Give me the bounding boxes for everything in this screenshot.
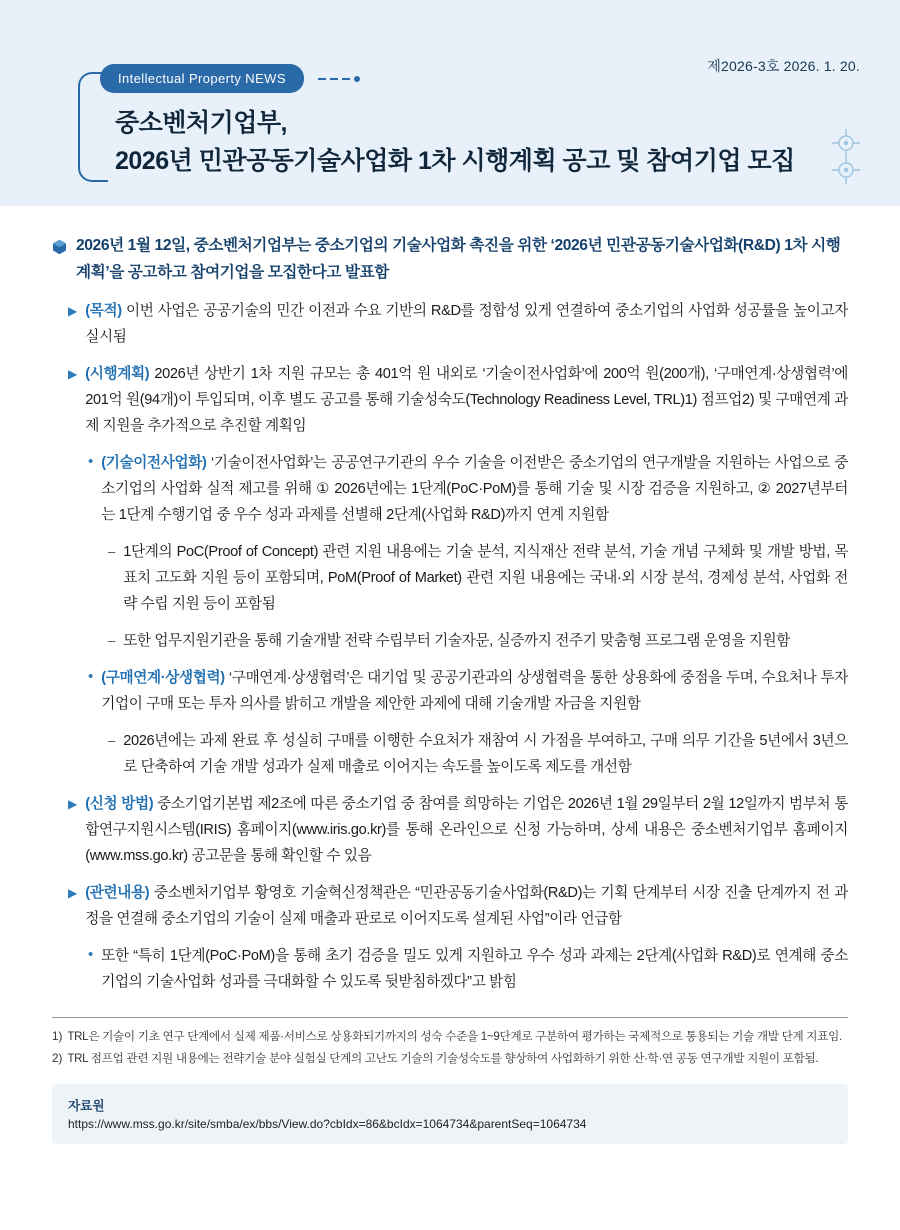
source-url[interactable]: https://www.mss.go.kr/site/smba/ex/bbs/View.do?cbIdx=86&bcIdx=1064734&parentSeq=1064734: [68, 1117, 587, 1131]
list-item-text: [85, 791, 848, 869]
lead-text: 2026년 1월 12일, 중소벤처기업부는 중소기업의 기술사업화 촉진을 위한 ‘2026년 민관공동기술사업화(R&D) 1차 시행계획’을 공고하고 참여기업을 모집한다고 발표함: [76, 237, 841, 281]
dot-bullet-icon: •: [88, 946, 94, 963]
triangle-bullet-icon: ▶: [68, 797, 78, 811]
list-item-text: [101, 450, 848, 528]
item-label: (기술이전사업화): [101, 455, 207, 471]
list-item: [68, 791, 848, 869]
dot-bullet-icon: •: [88, 453, 94, 470]
dotted-line-decoration: [318, 78, 362, 80]
footnote-number: 1): [52, 1030, 63, 1043]
page-title: [115, 104, 815, 180]
issue-number: 제2026-3호 2026. 1. 20.: [707, 58, 860, 74]
list-item: [88, 450, 848, 528]
dot-bullet-icon: •: [88, 668, 94, 685]
dash-bullet-icon: –: [108, 733, 116, 748]
list-item: [108, 728, 848, 780]
list-item: [108, 539, 848, 617]
list-item-text: [85, 361, 848, 439]
footnote-text: TRL은 기술이 기초 연구 단계에서 실제 제품·서비스로 상용화되기까지의 성숙 수준을 1~9단계로 구분하여 평가하는 국제적으로 통용되는 기술 개발 단계 지표임.: [67, 1030, 842, 1043]
list-item: [88, 943, 848, 995]
triangle-bullet-icon: ▶: [68, 886, 78, 900]
footnotes: [52, 1017, 848, 1068]
hexagon-bullet-icon: [52, 237, 67, 264]
list-item: [68, 361, 848, 439]
page-header: [0, 0, 900, 206]
item-label: (시행계획): [85, 366, 150, 382]
news-badge: Intellectual Property NEWS: [100, 64, 304, 93]
item-label: (관련내용): [85, 885, 150, 901]
list-item: [68, 880, 848, 932]
item-body: ‘기술이전사업화’는 공공연구기관의 우수 기술을 이전받은 중소기업의 연구개발을 지원하는 사업으로 중소기업의 사업화 실적 제고를 위해 ① 2026년에는 1단계(PoC·PoM)를 통해 기술 및 시장 검증을 지원하고, ② 2027년부터는 1단계 수행기업 중 우수 성과 과제를 선별해 2단계(사업화 R&D)까지 연계 지원함: [101, 455, 848, 523]
footnote-text: TRL 점프업 관련 지원 내용에는 전략기술 분야 실험실 단계의 고난도 기술의 기술성숙도를 향상하여 사업화하기 위한 산·학·연 공동 연구개발 지원이 포함됨.: [67, 1052, 819, 1065]
list-item-text: [101, 665, 848, 717]
list-item-text: 또한 업무지원기관을 통해 기술개발 전략 수립부터 기술자문, 실증까지 전주기 맞춤형 프로그램 운영을 지원함: [123, 633, 791, 649]
list-item-text: [85, 298, 848, 350]
item-body: 중소벤처기업부 황영호 기술혁신정책관은 “민관공동기술사업화(R&D)는 기획 단계부터 시장 진출 단계까지 전 과정을 연결해 중소기업의 기술이 실제 매출과 판로로 이어지도록 설계된 사업”이라 언급함: [85, 885, 848, 927]
item-body: ‘구매연계·상생협력’은 대기업 및 공공기관과의 상생협력을 통한 상용화에 중점을 두며, 수요처나 투자기업이 구매 또는 투자 의사를 밝히고 개발을 제안한 과제에 대해 기술개발 자금을 지원함: [101, 670, 848, 712]
page-title-line1: 중소벤처기업부,: [115, 109, 287, 137]
triangle-bullet-icon: ▶: [68, 367, 78, 381]
triangle-bullet-icon: ▶: [68, 304, 78, 318]
item-label: (신청 방법): [85, 796, 154, 812]
item-label: (구매연계·상생협력): [101, 670, 225, 686]
source-box: [52, 1084, 848, 1144]
list-item: [68, 298, 848, 350]
item-body: 이번 사업은 공공기술의 민간 이전과 수요 기반의 R&D를 정합성 있게 연결하여 중소기업의 사업화 성공률을 높이고자 실시됨: [85, 303, 848, 345]
article-body: [0, 206, 900, 995]
dash-bullet-icon: –: [108, 633, 116, 648]
flower-icon: [828, 128, 864, 184]
footnote: [52, 1049, 848, 1068]
dash-bullet-icon: –: [108, 544, 116, 559]
list-item-text: [85, 880, 848, 932]
list-item: [88, 665, 848, 717]
list-item-text: 또한 “특히 1단계(PoC·PoM)을 통해 초기 검증을 밀도 있게 지원하고 우수 성과 과제는 2단계(사업화 R&D)로 연계해 중소기업의 기술사업화 성과를 극대화할 수 있도록 뒷받침하겠다”고 밝힘: [101, 948, 848, 990]
item-body: 2026년 상반기 1차 지원 규모는 총 401억 원 내외로 ‘기술이전사업화’에 200억 원(200개), ‘구매연계·상생협력’에 201억 원(94개)이 투입되며, 이후 별도 공고를 통해 기술성숙도(Technology Readiness Level, TRL)1) 점프업2) 및 구매연계 과제 지원을 추가적으로 추진할 계획임: [85, 366, 848, 434]
list-item: [108, 628, 848, 654]
item-label: (목적): [85, 303, 122, 319]
lead-paragraph: [52, 232, 848, 286]
item-body: 중소기업기본법 제2조에 따른 중소기업 중 참여를 희망하는 기업은 2026년 1월 29일부터 2월 12일까지 범부처 통합연구지원시스템(IRIS) 홈페이지(www.iris.go.kr)를 통해 온라인으로 신청 가능하며, 상세 내용은 중소벤처기업부 홈페이지(www.mss.go.kr) 공고문을 통해 확인할 수 있음: [85, 796, 849, 864]
footnote-number: 2): [52, 1052, 63, 1065]
source-title: 자료원: [68, 1099, 105, 1113]
list-item-text: 1단계의 PoC(Proof of Concept) 관련 지원 내용에는 기술 분석, 지식재산 전략 분석, 기술 개념 구체화 및 개발 방법, 목표치 고도화 지원 등이 포함되며, PoM(Proof of Market) 관련 지원 내용에는 국내·외 시장 분석, 경제성 분석, 사업화 전략 수립 지원 등이 포함됨: [123, 544, 848, 612]
list-item-text: 2026년에는 과제 완료 후 성실히 구매를 이행한 수요처가 재참여 시 가점을 부여하고, 구매 의무 기간을 5년에서 3년으로 단축하여 기술 개발 성과가 실제 매출로 이어지는 속도를 높이도록 제도를 개선함: [123, 733, 848, 775]
page-title-line2: 2026년 민관공동기술사업화 1차 시행계획 공고 및 참여기업 모집: [115, 147, 795, 175]
footnote: [52, 1027, 848, 1046]
